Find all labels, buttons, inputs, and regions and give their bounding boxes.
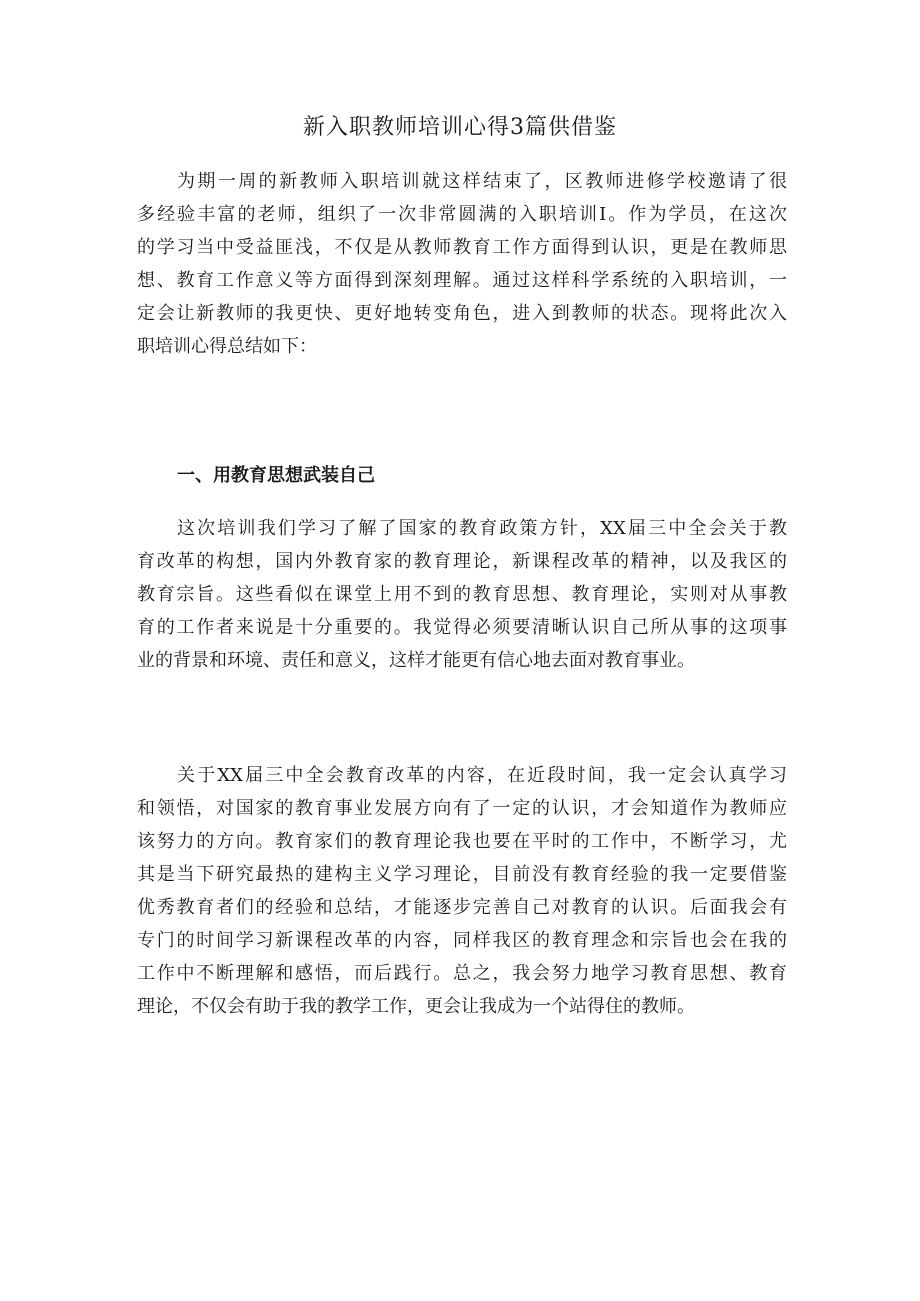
paragraph-line: 专门的时间学习新课程改革的内容，同样我区的教育理念和宗旨也会在我的 bbox=[137, 930, 787, 951]
paragraph-line: 关于XX届三中全会教育改革的内容，在近段时间，我一定会认真学习 bbox=[177, 765, 787, 786]
paragraph-line: 的学习当中受益匪浅，不仅是从教师教育工作方面得到认识，更是在教师思 bbox=[137, 237, 787, 258]
section-paragraph-1 bbox=[137, 512, 787, 677]
paragraph-line: 业的背景和环境、责任和意义，这样才能更有信心地去面对教育事业。 bbox=[137, 650, 695, 671]
paragraph-line: 职培训心得总结如下： bbox=[137, 336, 317, 357]
paragraph-line: 育的工作者来说是十分重要的。我觉得必须要清晰认识自己所从事的这项事 bbox=[137, 617, 787, 638]
section-paragraph-2 bbox=[137, 759, 787, 1023]
paragraph-line: 育改革的构想，国内外教育家的教育理论，新课程改革的精神，以及我区的 bbox=[137, 551, 787, 572]
intro-paragraph bbox=[137, 165, 787, 363]
paragraph-line: 该努力的方向。教育家们的教育理论我也要在平时的工作中，不断学习，尤 bbox=[137, 831, 787, 852]
paragraph-line: 优秀教育者们的经验和总结，才能逐步完善自己对教育的认识。后面我会有 bbox=[137, 897, 787, 918]
paragraph-line: 为期一周的新教师入职培训就这样结束了，区教师进修学校邀请了很 bbox=[177, 171, 787, 192]
paragraph-line: 教育宗旨。这些看似在课堂上用不到的教育思想、教育理论，实则对从事教 bbox=[137, 584, 787, 605]
paragraph-line: 这次培训我们学习了解了国家的教育政策方针，XX届三中全会关于教 bbox=[177, 518, 787, 539]
document-title: 新入职教师培训心得3篇供借鉴 bbox=[303, 115, 617, 140]
section-heading: 一、用教育思想武装自己 bbox=[177, 465, 375, 486]
paragraph-line: 理论，不仅会有助于我的教学工作，更会让我成为一个站得住的教师。 bbox=[137, 996, 695, 1017]
paragraph-line: 和领悟，对国家的教育事业发展方向有了一定的认识，才会知道作为教师应 bbox=[137, 798, 787, 819]
paragraph-line: 其是当下研究最热的建构主义学习理论，目前没有教育经验的我一定要借鉴 bbox=[137, 864, 787, 885]
paragraph-line: 工作中不断理解和感悟，而后践行。总之，我会努力地学习教育思想、教育 bbox=[137, 963, 787, 984]
paragraph-line: 定会让新教师的我更快、更好地转变角色，进入到教师的状态。现将此次入 bbox=[137, 303, 787, 324]
paragraph-line: 想、教育工作意义等方面得到深刻理解。通过这样科学系统的入职培训，一 bbox=[137, 270, 787, 291]
paragraph-line: 多经验丰富的老师，组织了一次非常圆满的入职培训I。作为学员，在这次 bbox=[137, 204, 787, 225]
